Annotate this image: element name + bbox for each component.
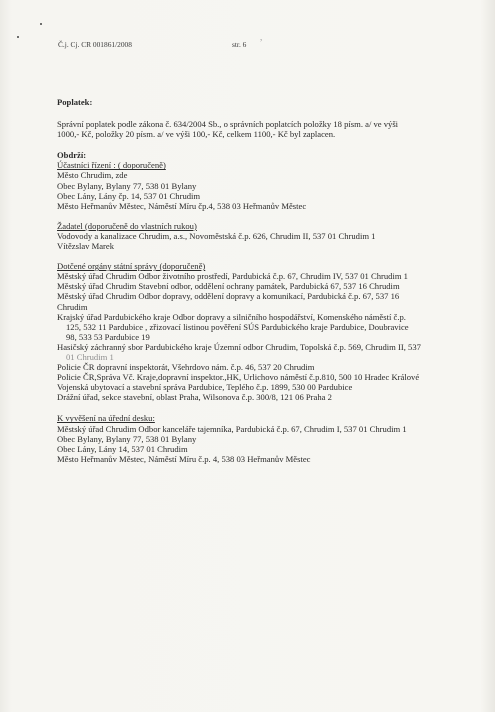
applicant-title: Žadatel (doporučeně do vlastních rukou): [57, 220, 197, 231]
list-item: Město Heřmanův Městec, Náměstí Míru čp.4, 538 03 Heřmanův Městec: [57, 200, 307, 211]
scan-speck: [40, 23, 42, 25]
fees-text: Správní poplatek podle zákona č. 634/2004 Sb., o správních poplatcích položky 18 písm. a/ ve výši: [57, 119, 399, 130]
list-item: Drážní úřad, sekce stavební, oblast Praha, Wilsonova č.p. 300/8, 121 06 Praha 2: [57, 392, 332, 403]
list-item: Městský úřad Chrudim Odbor životního prostředí, Pardubická č.p. 67, Chrudim IV, 537 01 Chrudim 1: [57, 271, 408, 282]
list-item: Policie ČR dopravní inspektorát, Všehrdovo nám. č.p. 46, 537 20 Chrudim: [57, 362, 315, 373]
list-item: 01 Chrudim 1: [66, 351, 114, 362]
participants-title: Účastníci řízení : ( doporučeně): [57, 160, 166, 171]
list-item: Policie ČR,Správa Vč. Kraje,dopravní inspektor.,HK, Urlichovo náměstí č.p.810, 500 10 Hradec Králové: [57, 372, 420, 383]
notice-board-title: K vyvěšení na úřední desku:: [57, 413, 155, 424]
list-item: Vodovody a kanalizace Chrudim, a.s., Novoměstská č.p. 626, Chrudim II, 537 01 Chrudim 1: [57, 230, 376, 241]
list-item: Vítězslav Marek: [57, 241, 115, 252]
list-item: Obec Bylany, Bylany 77, 538 01 Bylany: [57, 180, 197, 191]
list-item: Obec Lány, Lány čp. 14, 537 01 Chrudim: [57, 190, 201, 201]
list-item: Město Heřmanův Městec, Náměstí Míru č.p. 4, 538 03 Heřmanův Městec: [57, 453, 311, 464]
list-item: 125, 532 11 Pardubice , zřizovací listinou pověření SÚS Pardubického kraje Pardubice, Doubravice: [66, 321, 409, 332]
list-item: Vojenská ubytovací a stavební správa Pardubice, Teplého č.p. 1899, 530 00 Pardubice: [57, 382, 353, 393]
fees-heading: Poplatek:: [57, 97, 93, 107]
scan-artifact: ,: [260, 32, 263, 42]
list-item: Obec Lány, Lány 14, 537 01 Chrudim: [57, 443, 188, 454]
authorities-title: Dotčené orgány státní správy (doporučeně): [57, 261, 206, 272]
list-item: Krajský úřad Pardubického kraje Odbor dopravy a silničního hospodářství, Komenského náměstí č.p.: [57, 311, 406, 322]
page-number: str. 6: [232, 40, 247, 49]
list-item: Hasičský záchranný sbor Pardubického kraje Územní odbor Chrudim, Topolská č.p. 569, Chrudim II, 537: [57, 341, 421, 352]
list-item: Městský úřad Chrudim Odbor kanceláře tajemníka, Pardubická č.p. 67, Chrudim I, 537 01 Chrudim 1: [57, 423, 407, 434]
list-item: Městský úřad Chrudim Stavební odbor, oddělení ochrany památek, Pardubická 67, 537 16 Chrudim: [57, 281, 400, 292]
recipients-heading: Obdrží:: [57, 150, 87, 161]
list-item: Město Chrudim, zde: [57, 170, 128, 181]
document-body: [57, 97, 482, 464]
fees-text: 1000,- Kč, položky 20 písm. a/ ve výši 100,- Kč, celkem 1100,- Kč byl zaplacen.: [57, 129, 336, 140]
list-item: Obec Bylany, Bylany 77, 538 01 Bylany: [57, 433, 197, 444]
reference-number: Č.j. Cj. CR 001861/2008: [58, 40, 132, 49]
list-item: 98, 533 53 Pardubice 19: [66, 331, 150, 342]
scan-speck: [17, 36, 19, 38]
list-item: Městský úřad Chrudim Odbor dopravy, oddělení dopravy a komunikací, Pardubická č.p. 67, 537 16: [57, 291, 400, 302]
list-item: Chrudim: [57, 301, 88, 312]
